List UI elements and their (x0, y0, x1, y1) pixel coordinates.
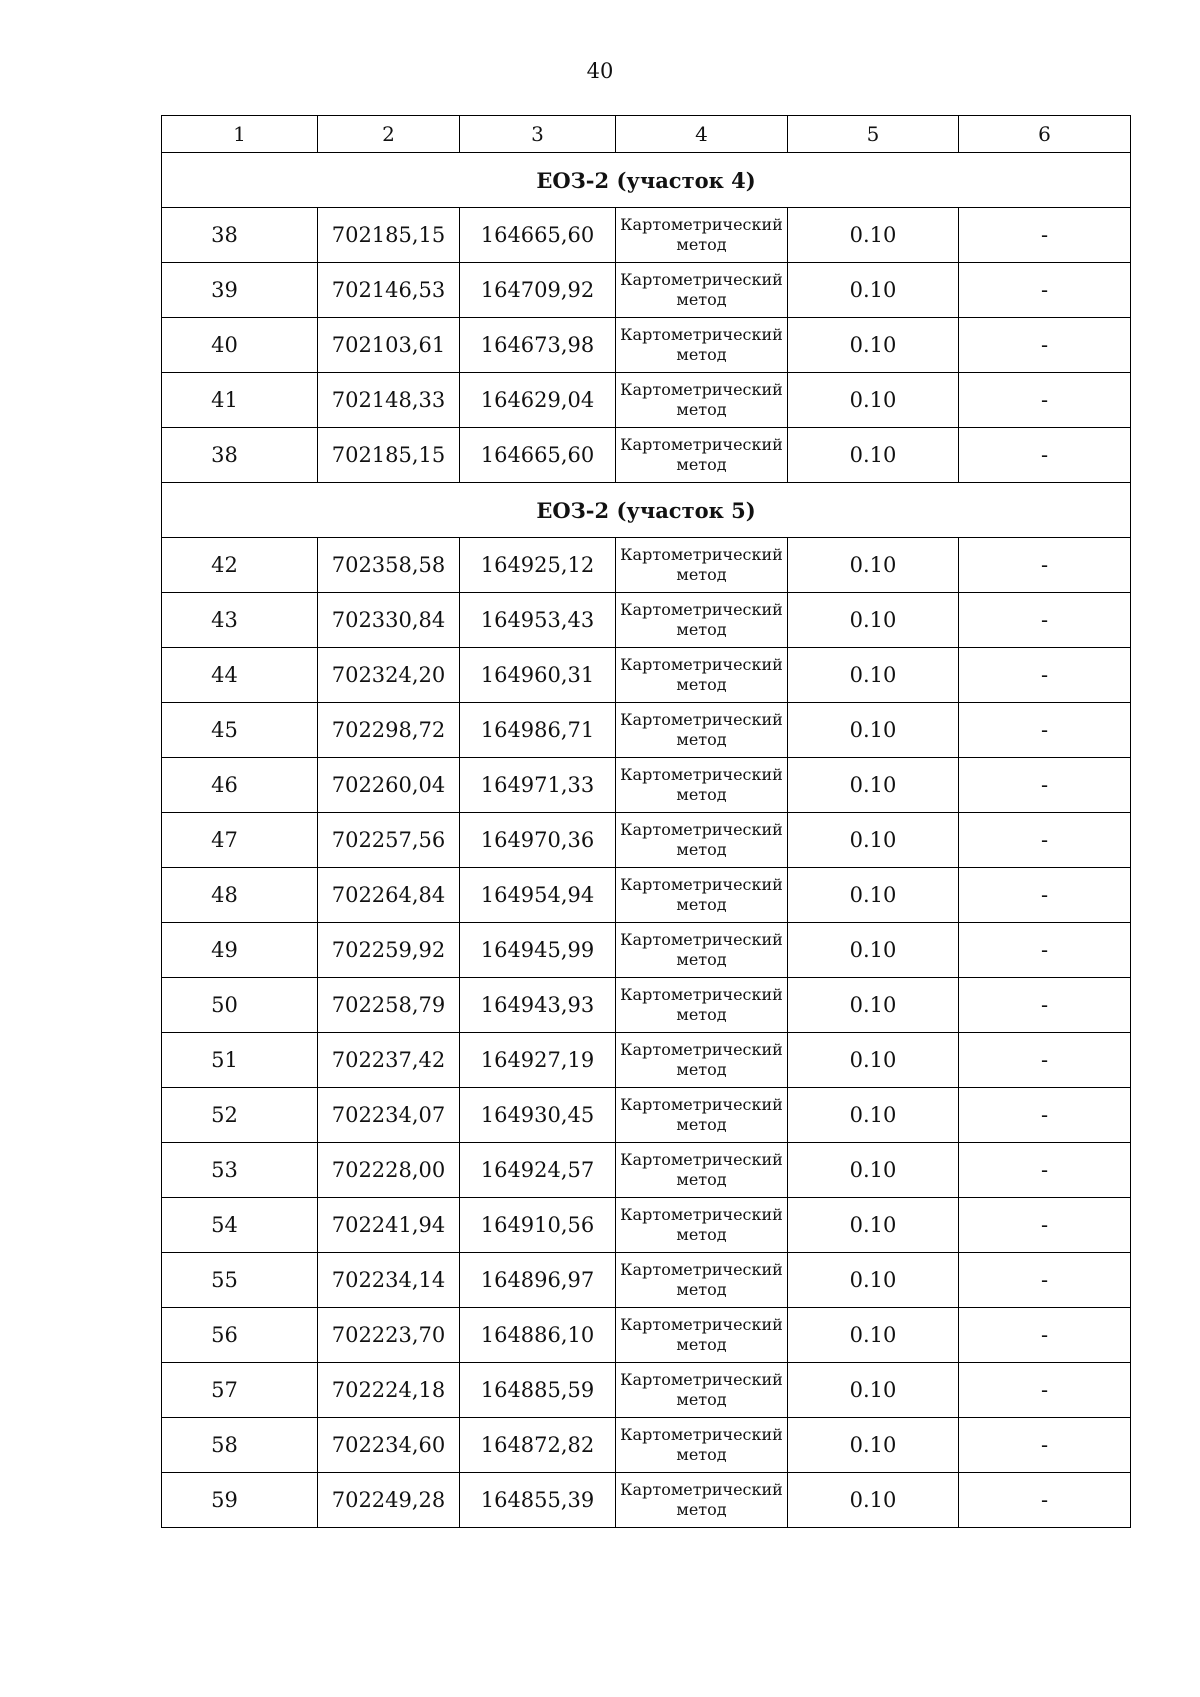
method-label-line2: метод (676, 1170, 727, 1189)
method-label-line2: метод (676, 1280, 727, 1299)
note-cell: - (959, 428, 1131, 483)
x-coordinate-cell: 702257,56 (318, 813, 460, 868)
table-row (162, 538, 1131, 593)
page-number: 40 (586, 59, 614, 83)
y-coordinate-cell: 164910,56 (460, 1198, 616, 1253)
y-coordinate-cell: 164896,97 (460, 1253, 616, 1308)
y-coordinate-cell: 164945,99 (460, 923, 616, 978)
accuracy-cell: 0.10 (788, 318, 959, 373)
note-cell: - (959, 538, 1131, 593)
method-label-line2: метод (676, 620, 727, 639)
method-cell (616, 318, 788, 373)
point-number-cell: 53 (162, 1143, 318, 1198)
accuracy-cell: 0.10 (788, 1473, 959, 1528)
point-number-cell: 38 (162, 428, 318, 483)
table-row (162, 1363, 1131, 1418)
coordinates-table (161, 115, 1131, 1528)
accuracy-cell: 0.10 (788, 1198, 959, 1253)
column-header: 1 (162, 116, 318, 153)
method-cell (616, 1418, 788, 1473)
accuracy-cell: 0.10 (788, 868, 959, 923)
point-number-cell: 48 (162, 868, 318, 923)
accuracy-cell: 0.10 (788, 703, 959, 758)
method-label-line1: Картометрический (620, 215, 783, 234)
section-title: ЕОЗ-2 (участок 5) (162, 483, 1131, 538)
column-header: 5 (788, 116, 959, 153)
method-label-line1: Картометрический (620, 545, 783, 564)
method-cell (616, 263, 788, 318)
method-label-line2: метод (676, 235, 727, 254)
accuracy-cell: 0.10 (788, 1363, 959, 1418)
note-cell: - (959, 868, 1131, 923)
method-label-line1: Картометрический (620, 1480, 783, 1499)
method-label-line2: метод (676, 895, 727, 914)
column-number-row (162, 116, 1131, 153)
x-coordinate-cell: 702259,92 (318, 923, 460, 978)
section-heading-row (162, 153, 1131, 208)
table-row (162, 593, 1131, 648)
method-cell (616, 1198, 788, 1253)
method-cell (616, 923, 788, 978)
point-number-cell: 58 (162, 1418, 318, 1473)
method-label-line2: метод (676, 345, 727, 364)
y-coordinate-cell: 164665,60 (460, 208, 616, 263)
table-row (162, 978, 1131, 1033)
x-coordinate-cell: 702234,60 (318, 1418, 460, 1473)
method-label-line1: Картометрический (620, 655, 783, 674)
accuracy-cell: 0.10 (788, 758, 959, 813)
method-cell (616, 868, 788, 923)
section-title: ЕОЗ-2 (участок 4) (162, 153, 1131, 208)
note-cell: - (959, 703, 1131, 758)
column-header: 6 (959, 116, 1131, 153)
y-coordinate-cell: 164885,59 (460, 1363, 616, 1418)
x-coordinate-cell: 702234,07 (318, 1088, 460, 1143)
method-cell (616, 1088, 788, 1143)
point-number-cell: 54 (162, 1198, 318, 1253)
accuracy-cell: 0.10 (788, 1418, 959, 1473)
point-number-cell: 59 (162, 1473, 318, 1528)
accuracy-cell: 0.10 (788, 428, 959, 483)
note-cell: - (959, 758, 1131, 813)
accuracy-cell: 0.10 (788, 538, 959, 593)
method-label-line2: метод (676, 675, 727, 694)
x-coordinate-cell: 702260,04 (318, 758, 460, 813)
table-row (162, 263, 1131, 318)
method-cell (616, 1308, 788, 1363)
method-label-line1: Картометрический (620, 1040, 783, 1059)
y-coordinate-cell: 164886,10 (460, 1308, 616, 1363)
table-row (162, 318, 1131, 373)
point-number-cell: 57 (162, 1363, 318, 1418)
method-label-line2: метод (676, 400, 727, 419)
method-label-line2: метод (676, 1445, 727, 1464)
method-label-line1: Картометрический (620, 270, 783, 289)
x-coordinate-cell: 702148,33 (318, 373, 460, 428)
section-heading-row (162, 483, 1131, 538)
table-row (162, 1198, 1131, 1253)
x-coordinate-cell: 702258,79 (318, 978, 460, 1033)
method-label-line2: метод (676, 290, 727, 309)
accuracy-cell: 0.10 (788, 1253, 959, 1308)
note-cell: - (959, 593, 1131, 648)
y-coordinate-cell: 164960,31 (460, 648, 616, 703)
accuracy-cell: 0.10 (788, 1308, 959, 1363)
table-body (162, 116, 1131, 1528)
note-cell: - (959, 1473, 1131, 1528)
table-row (162, 1418, 1131, 1473)
method-cell (616, 1363, 788, 1418)
method-label-line2: метод (676, 950, 727, 969)
x-coordinate-cell: 702185,15 (318, 208, 460, 263)
note-cell: - (959, 1198, 1131, 1253)
method-label-line1: Картометрический (620, 1205, 783, 1224)
x-coordinate-cell: 702324,20 (318, 648, 460, 703)
method-label-line2: метод (676, 840, 727, 859)
point-number-cell: 42 (162, 538, 318, 593)
method-label-line2: метод (676, 730, 727, 749)
note-cell: - (959, 263, 1131, 318)
column-header: 3 (460, 116, 616, 153)
method-cell (616, 593, 788, 648)
x-coordinate-cell: 702103,61 (318, 318, 460, 373)
x-coordinate-cell: 702223,70 (318, 1308, 460, 1363)
point-number-cell: 39 (162, 263, 318, 318)
method-label-line1: Картометрический (620, 1425, 783, 1444)
note-cell: - (959, 1363, 1131, 1418)
y-coordinate-cell: 164924,57 (460, 1143, 616, 1198)
method-label-line2: метод (676, 1115, 727, 1134)
table-row (162, 1253, 1131, 1308)
column-header: 2 (318, 116, 460, 153)
method-label-line2: метод (676, 455, 727, 474)
table-row (162, 208, 1131, 263)
method-cell (616, 758, 788, 813)
method-cell (616, 1143, 788, 1198)
x-coordinate-cell: 702237,42 (318, 1033, 460, 1088)
table-row (162, 1143, 1131, 1198)
method-label-line1: Картометрический (620, 765, 783, 784)
point-number-cell: 38 (162, 208, 318, 263)
method-cell (616, 703, 788, 758)
note-cell: - (959, 208, 1131, 263)
point-number-cell: 51 (162, 1033, 318, 1088)
point-number-cell: 44 (162, 648, 318, 703)
table-row (162, 428, 1131, 483)
accuracy-cell: 0.10 (788, 813, 959, 868)
note-cell: - (959, 978, 1131, 1033)
method-label-line1: Картометрический (620, 1370, 783, 1389)
accuracy-cell: 0.10 (788, 923, 959, 978)
table-row (162, 648, 1131, 703)
method-label-line1: Картометрический (620, 985, 783, 1004)
method-label-line1: Картометрический (620, 930, 783, 949)
method-label-line1: Картометрический (620, 600, 783, 619)
y-coordinate-cell: 164970,36 (460, 813, 616, 868)
table-row (162, 868, 1131, 923)
note-cell: - (959, 648, 1131, 703)
method-label-line1: Картометрический (620, 325, 783, 344)
accuracy-cell: 0.10 (788, 593, 959, 648)
method-cell (616, 538, 788, 593)
method-label-line2: метод (676, 1060, 727, 1079)
accuracy-cell: 0.10 (788, 263, 959, 318)
method-label-line2: метод (676, 1335, 727, 1354)
point-number-cell: 46 (162, 758, 318, 813)
y-coordinate-cell: 164665,60 (460, 428, 616, 483)
x-coordinate-cell: 702185,15 (318, 428, 460, 483)
accuracy-cell: 0.10 (788, 1088, 959, 1143)
method-label-line2: метод (676, 1390, 727, 1409)
y-coordinate-cell: 164709,92 (460, 263, 616, 318)
point-number-cell: 55 (162, 1253, 318, 1308)
note-cell: - (959, 813, 1131, 868)
note-cell: - (959, 923, 1131, 978)
method-cell (616, 1033, 788, 1088)
accuracy-cell: 0.10 (788, 208, 959, 263)
table-row (162, 1033, 1131, 1088)
y-coordinate-cell: 164925,12 (460, 538, 616, 593)
accuracy-cell: 0.10 (788, 373, 959, 428)
y-coordinate-cell: 164953,43 (460, 593, 616, 648)
method-label-line1: Картометрический (620, 1260, 783, 1279)
x-coordinate-cell: 702241,94 (318, 1198, 460, 1253)
method-cell (616, 208, 788, 263)
x-coordinate-cell: 702234,14 (318, 1253, 460, 1308)
table-row (162, 373, 1131, 428)
method-label-line2: метод (676, 1225, 727, 1244)
x-coordinate-cell: 702224,18 (318, 1363, 460, 1418)
y-coordinate-cell: 164971,33 (460, 758, 616, 813)
method-cell (616, 1253, 788, 1308)
point-number-cell: 50 (162, 978, 318, 1033)
method-cell (616, 813, 788, 868)
method-label-line1: Картометрический (620, 380, 783, 399)
y-coordinate-cell: 164855,39 (460, 1473, 616, 1528)
note-cell: - (959, 1253, 1131, 1308)
method-cell (616, 978, 788, 1033)
point-number-cell: 40 (162, 318, 318, 373)
x-coordinate-cell: 702330,84 (318, 593, 460, 648)
table-row (162, 1088, 1131, 1143)
method-label-line1: Картометрический (620, 1095, 783, 1114)
x-coordinate-cell: 702264,84 (318, 868, 460, 923)
note-cell: - (959, 1418, 1131, 1473)
x-coordinate-cell: 702146,53 (318, 263, 460, 318)
method-label-line2: метод (676, 1005, 727, 1024)
accuracy-cell: 0.10 (788, 1033, 959, 1088)
point-number-cell: 52 (162, 1088, 318, 1143)
x-coordinate-cell: 702358,58 (318, 538, 460, 593)
table-row (162, 1473, 1131, 1528)
x-coordinate-cell: 702298,72 (318, 703, 460, 758)
note-cell: - (959, 1143, 1131, 1198)
column-header: 4 (616, 116, 788, 153)
table-row (162, 1308, 1131, 1363)
method-label-line1: Картометрический (620, 820, 783, 839)
note-cell: - (959, 1033, 1131, 1088)
method-label-line1: Картометрический (620, 1315, 783, 1334)
accuracy-cell: 0.10 (788, 978, 959, 1033)
method-label-line1: Картометрический (620, 435, 783, 454)
table-row (162, 923, 1131, 978)
method-cell (616, 648, 788, 703)
point-number-cell: 49 (162, 923, 318, 978)
accuracy-cell: 0.10 (788, 648, 959, 703)
y-coordinate-cell: 164986,71 (460, 703, 616, 758)
y-coordinate-cell: 164954,94 (460, 868, 616, 923)
point-number-cell: 47 (162, 813, 318, 868)
note-cell: - (959, 1308, 1131, 1363)
note-cell: - (959, 318, 1131, 373)
method-label-line1: Картометрический (620, 710, 783, 729)
method-label-line1: Картометрический (620, 1150, 783, 1169)
method-cell (616, 428, 788, 483)
y-coordinate-cell: 164673,98 (460, 318, 616, 373)
method-label-line2: метод (676, 1500, 727, 1519)
x-coordinate-cell: 702228,00 (318, 1143, 460, 1198)
method-cell (616, 1473, 788, 1528)
y-coordinate-cell: 164930,45 (460, 1088, 616, 1143)
x-coordinate-cell: 702249,28 (318, 1473, 460, 1528)
y-coordinate-cell: 164943,93 (460, 978, 616, 1033)
point-number-cell: 43 (162, 593, 318, 648)
table-row (162, 703, 1131, 758)
method-label-line2: метод (676, 565, 727, 584)
table-row (162, 813, 1131, 868)
accuracy-cell: 0.10 (788, 1143, 959, 1198)
y-coordinate-cell: 164629,04 (460, 373, 616, 428)
note-cell: - (959, 1088, 1131, 1143)
method-label-line2: метод (676, 785, 727, 804)
point-number-cell: 45 (162, 703, 318, 758)
point-number-cell: 41 (162, 373, 318, 428)
y-coordinate-cell: 164872,82 (460, 1418, 616, 1473)
note-cell: - (959, 373, 1131, 428)
method-cell (616, 373, 788, 428)
y-coordinate-cell: 164927,19 (460, 1033, 616, 1088)
method-label-line1: Картометрический (620, 875, 783, 894)
point-number-cell: 56 (162, 1308, 318, 1363)
table-row (162, 758, 1131, 813)
